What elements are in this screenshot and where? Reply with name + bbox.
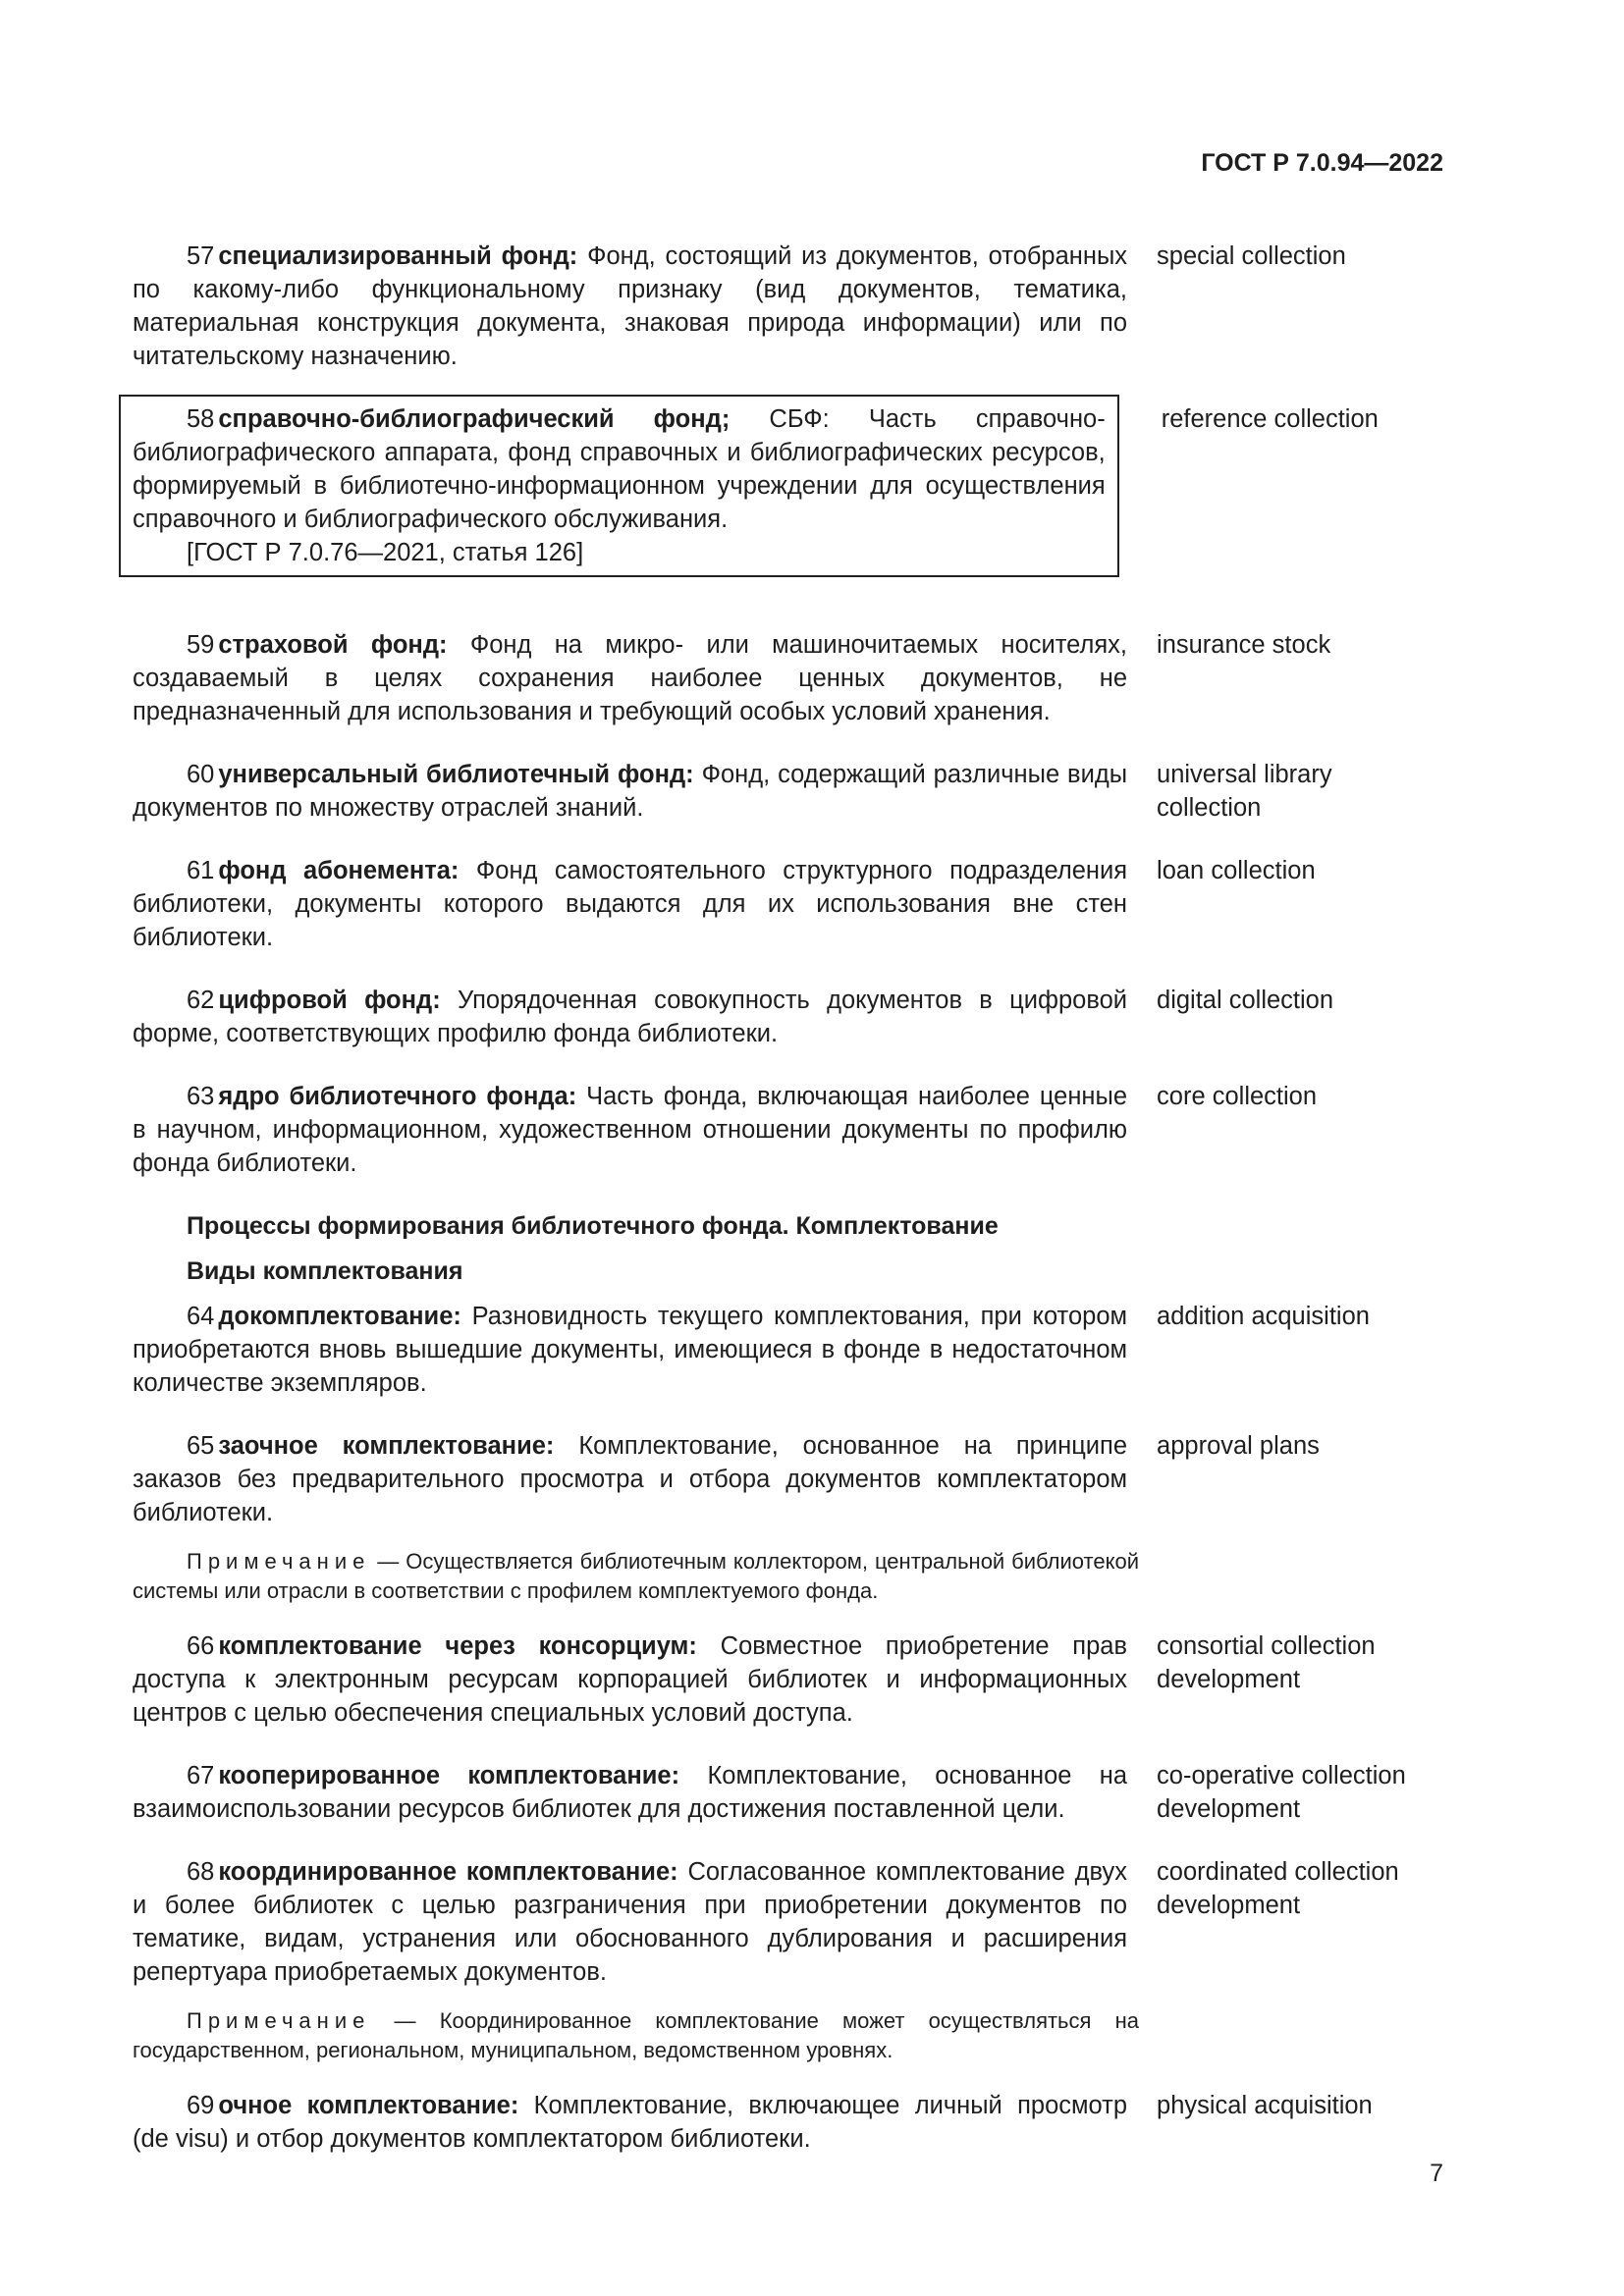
entry-definition: 59 страховой фонд: Фонд на микро- или машиночитаемых носителях, создаваемый в целях сохранения наиболее ценных документов, не предназначенный для использования и требующий особых условий хранения. xyxy=(133,631,1128,725)
entry-term: страховой фонд: xyxy=(218,631,448,659)
entry-term: фонд абонемента: xyxy=(218,857,460,884)
entry-term: комплектование через консорциум: xyxy=(218,1632,697,1660)
entry-definition: 63 ядро библиотечного фонда: Часть фонда, включающая наиболее ценные в научном, информационном, художественном отношении документы по профилю фонда библиотеки. xyxy=(133,1083,1128,1177)
entry-term: очное комплектование: xyxy=(218,2092,519,2119)
entry-english: approval plans xyxy=(1157,1432,1320,1460)
entry-definition: 67 кооперированное комплектование: Комплектование, основанное на взаимоиспользовании ресурсов библиотек для достижения поставленной цели. xyxy=(133,1762,1128,1823)
entry-english: co-operative collection development xyxy=(1157,1762,1406,1823)
entry-62 xyxy=(133,984,1409,1050)
entry-term: кооперированное комплектование: xyxy=(218,1762,680,1789)
note-label: Примечание xyxy=(187,1549,371,1574)
entry-english: consortial collection development xyxy=(1157,1632,1376,1693)
entry-term: заочное комплектование: xyxy=(218,1432,555,1460)
entry-english: universal library collection xyxy=(1157,761,1332,822)
subsection-heading: Виды комплектования xyxy=(187,1257,463,1285)
entry-english: insurance stock xyxy=(1157,631,1331,659)
entry-english: digital collection xyxy=(1157,987,1334,1014)
entry-68 xyxy=(133,1855,1409,1989)
entry-english: addition acquisition xyxy=(1157,1303,1370,1330)
entry-english: reference collection xyxy=(1161,405,1379,433)
entry-definition: 61 фонд абонемента: Фонд самостоятельного структурного подразделения библиотеки, документы которого выдаются для их использования вне стен библиотеки. xyxy=(133,857,1128,951)
entry-term: ядро библиотечного фонда: xyxy=(218,1083,577,1110)
entry-source: [ГОСТ Р 7.0.76—2021, статья 126] xyxy=(187,539,584,566)
entry-definition: 60 универсальный библиотечный фонд: Фонд, содержащий различные виды документов по множеству отраслей знаний. xyxy=(133,761,1128,822)
entry-definition: 69 очное комплектование: Комплектование, включающее личный просмотр (de visu) и отбор документов комплектатором библиотеки. xyxy=(133,2092,1128,2153)
document-header: ГОСТ Р 7.0.94—2022 xyxy=(1201,149,1443,177)
entry-definition-boxed: 58 справочно-библиографический фонд; СБФ: Часть справочно-библиографического аппарата, фонд справочных и библиографических ресурсов, формируемый в библиотечно-информационном учреждении для осуществления справочного и библиографического обслуживания. [ГОСТ Р 7.0.76—2021, статья 126] xyxy=(119,395,1119,577)
entry-66 xyxy=(133,1629,1409,1730)
glossary-content xyxy=(133,240,1409,2185)
entry-61 xyxy=(133,854,1409,954)
note-68: Примечание — Координированное комплектование может осуществляться на государственном, региональном, муниципальном, ведомственном уровнях. xyxy=(133,2008,1139,2062)
page-number: 7 xyxy=(1430,2160,1443,2187)
entry-definition: 68 координированное комплектование: Согласованное комплектование двух и более библиотек с целью разграничения при приобретении документов по тематике, видам, устранения или обоснованного дублирования и расширения репертуара приобретаемых документов. xyxy=(133,1858,1128,1986)
entry-term: справочно-библиографический фонд; xyxy=(218,405,731,433)
entry-term: докомплектование: xyxy=(218,1303,461,1330)
entry-definition: 62 цифровой фонд: Упорядоченная совокупность документов в цифровой форме, соответствующих профилю фонда библиотеки. xyxy=(133,987,1128,1047)
entry-definition: 65 заочное комплектование: Комплектование, основанное на принципе заказов без предварительного просмотра и отбора документов комплектатором библиотеки. xyxy=(133,1432,1128,1526)
note-label: Примечание xyxy=(187,2008,371,2033)
entry-definition: 66 комплектование через консорциум: Совместное приобретение прав доступа к электронным ресурсам корпорацией библиотек и информационных центров с целью обеспечения специальных условий доступа. xyxy=(133,1632,1128,1727)
entry-english: coordinated collection development xyxy=(1157,1858,1399,1919)
entry-57 xyxy=(133,240,1409,373)
entry-term: специализированный фонд: xyxy=(218,242,578,270)
note-65: Примечание — Осуществляется библиотечным коллектором, центральной библиотекой системы или отрасли в соответствии с профилем комплектуемого фонда. xyxy=(133,1549,1139,1603)
entry-58 xyxy=(133,402,1409,599)
entry-term: универсальный библиотечный фонд: xyxy=(218,761,694,788)
entry-definition: 64 докомплектование: Разновидность текущего комплектования, при котором приобретаются вновь вышедшие документы, имеющиеся в фонде в недостаточном количестве экземпляров. xyxy=(133,1303,1128,1397)
entry-english: special collection xyxy=(1157,242,1346,270)
entry-english: loan collection xyxy=(1157,857,1316,884)
entry-definition: 57 специализированный фонд: Фонд, состоящий из документов, отобранных по какому-либо функциональному признаку (вид документов, тематика, материальная конструкция документа, знаковая природа информации) или по читательскому назначению. xyxy=(133,242,1128,370)
entry-69 xyxy=(133,2089,1409,2156)
entry-65 xyxy=(133,1429,1409,1529)
entry-english: physical acquisition xyxy=(1157,2092,1373,2119)
entry-59 xyxy=(133,628,1409,728)
entry-term: цифровой фонд: xyxy=(218,987,441,1014)
entry-english: core collection xyxy=(1157,1083,1318,1110)
entry-60 xyxy=(133,758,1409,825)
entry-63 xyxy=(133,1080,1409,1180)
entry-67 xyxy=(133,1759,1409,1826)
section-heading: Процессы формирования библиотечного фонда. Комплектование xyxy=(187,1212,999,1240)
entry-64 xyxy=(133,1300,1409,1400)
entry-term: координированное комплектование: xyxy=(218,1858,678,1886)
